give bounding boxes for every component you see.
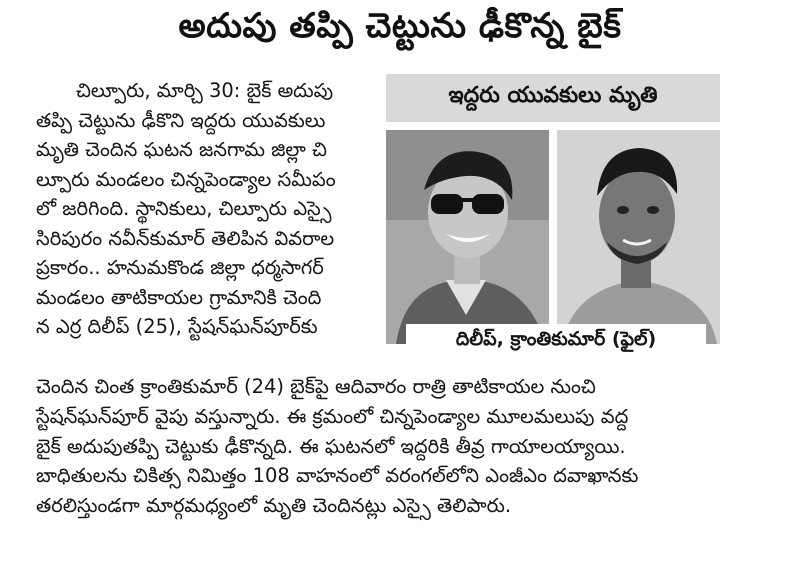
text-line: మండలం తాటికాయల గ్రామానికి చెంది (36, 285, 322, 309)
text-line: ల్పూరు మండలం చిన్నపెండ్యాల సమీపం (36, 167, 336, 191)
article-column-text (36, 76, 368, 342)
photo-kranthikumar (557, 130, 720, 344)
text-line: బైక్ అదుపుతప్పి చెట్టుకు ఢీకొన్నది. ఈ ఘటనలో ఇద్దరికి తీవ్ర గాయాలయ్యాయి. (36, 434, 626, 458)
photo-heading: ఇద్దరు యువకులు మృతి (386, 74, 720, 122)
text-line: స్టేషన్‌ఘన్‌పూర్ వైపు వస్తున్నారు. ఈ క్రమంలో చిన్నపెండ్యాల మూలమలుపు వద్ద (36, 404, 629, 428)
photo-caption: దిలీప్, క్రాంతికుమార్ (ఫైల్) (406, 324, 706, 357)
text-line: తప్పి చెట్టును ఢీకొని ఇద్దరు యువకులు (36, 108, 326, 132)
text-line: చెందిన చింత క్రాంతికుమార్ (24) బైక్‌పై ఆదివారం రాత్రి తాటికాయల నుంచి (36, 375, 596, 398)
text-line: తరలిస్తుండగా మార్గమధ్యంలో మృతి చెందినట్లు ఎస్సై తెలిపారు. (36, 494, 512, 518)
text-line: లో జరిగింది. స్థానికులు, చిల్పూరు ఎస్సై (36, 197, 332, 220)
text-line: ప్రకారం.. హనుమకొండ జిల్లా ధర్మసాగర్ (36, 256, 324, 279)
text-line: బాధితులను చికిత్స నిమిత్తం 108 వాహనంలో వరంగల్‌లోని ఎంజీఎం దవాఖానకు (36, 464, 639, 488)
article-headline: అదుపు తప్పి చెట్టును ఢీకొన్న బైక్ (178, 6, 622, 46)
photo-box (386, 74, 720, 364)
text-line: చిల్పూరు, మార్చి 30: బైక్ అదుపు (76, 79, 334, 102)
person-photo-icon (386, 130, 549, 344)
photo-dilip (386, 130, 549, 344)
text-line: సిరిపురం నవీన్‌కుమార్ తెలిపిన వివరాల (36, 226, 335, 250)
article-full-width-text (36, 372, 716, 521)
text-line: మృతి చెందిన ఘటన జనగామ జిల్లా చి (36, 138, 327, 161)
text-line: న ఎర్ర దిలీప్ (25), స్టేషన్‌ఘన్‌పూర్‌కు (36, 315, 318, 338)
person-photo-icon (557, 130, 720, 344)
